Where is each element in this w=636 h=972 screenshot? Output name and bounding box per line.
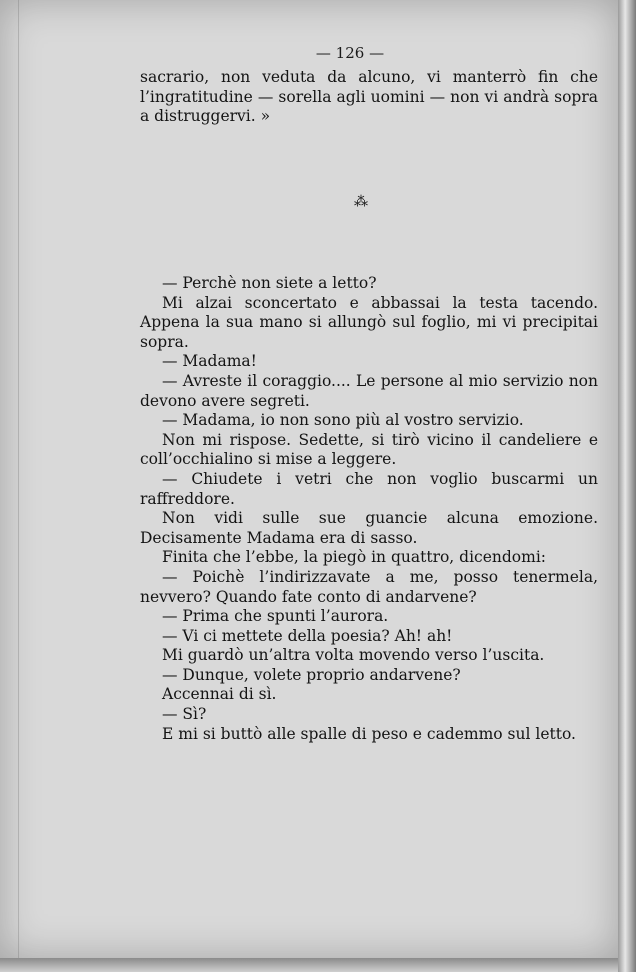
section-separator: ⁂ bbox=[354, 194, 368, 210]
text-line: Finita che l’ebbe, la piegò in quattro, dicendomi: bbox=[162, 548, 547, 567]
text-line: — Poichè l’indirizzavate a me, posso tenermela, nevvero? Quando fate conto di andarvene? bbox=[140, 567, 598, 606]
text-line: — Vi ci mettete della poesia? Ah! ah! bbox=[162, 626, 453, 645]
text-line: — Dunque, volete proprio andarvene? bbox=[162, 665, 461, 684]
page-gutter-line bbox=[18, 0, 19, 958]
text-line: Accennai di sì. bbox=[162, 685, 277, 704]
text-line: Mi alzai sconcertato e abbassai la testa tacendo. Appena la sua mano si allungò sul foglio, mi vi precipitai sopra. bbox=[140, 293, 598, 351]
text-line: E mi si buttò alle spalle di peso e cademmo sul letto. bbox=[162, 724, 576, 743]
opening-paragraph: sacrario, non veduta da alcuno, vi manterrò fin che l’ingratitudine — sorella agli uomini — non vi andrà sopra a distruggervi. » bbox=[140, 68, 598, 125]
text-line: — Perchè non siete a letto? bbox=[162, 274, 377, 292]
text-line: Mi guardò un’altra volta movendo verso l’uscita. bbox=[162, 646, 545, 665]
text-line: — Sì? bbox=[162, 705, 207, 724]
page-bottom-edge bbox=[0, 958, 618, 972]
text-line: — Madama! bbox=[162, 352, 257, 371]
text-line: Non mi rispose. Sedette, si tirò vicino il candeliere e coll’occhialino si mise a leggere. bbox=[140, 430, 598, 469]
page-number: — 126 — bbox=[315, 44, 385, 62]
text-line: Non vidi sulle sue guancie alcuna emozione. Decisamente Madama era di sasso. bbox=[140, 509, 598, 547]
dialogue-block bbox=[140, 274, 598, 744]
page-right-edge bbox=[618, 0, 636, 972]
opening-paragraph-block bbox=[140, 68, 598, 127]
text-line: — Avreste il coraggio.... Le persone al mio servizio non devono avere segreti. bbox=[140, 371, 598, 410]
text-line: — Madama, io non sono più al vostro servizio. bbox=[162, 411, 524, 430]
text-line: — Prima che spunti l’aurora. bbox=[162, 607, 389, 626]
text-line: — Chiudete i vetri che non voglio buscarmi un raffreddore. bbox=[140, 469, 598, 508]
